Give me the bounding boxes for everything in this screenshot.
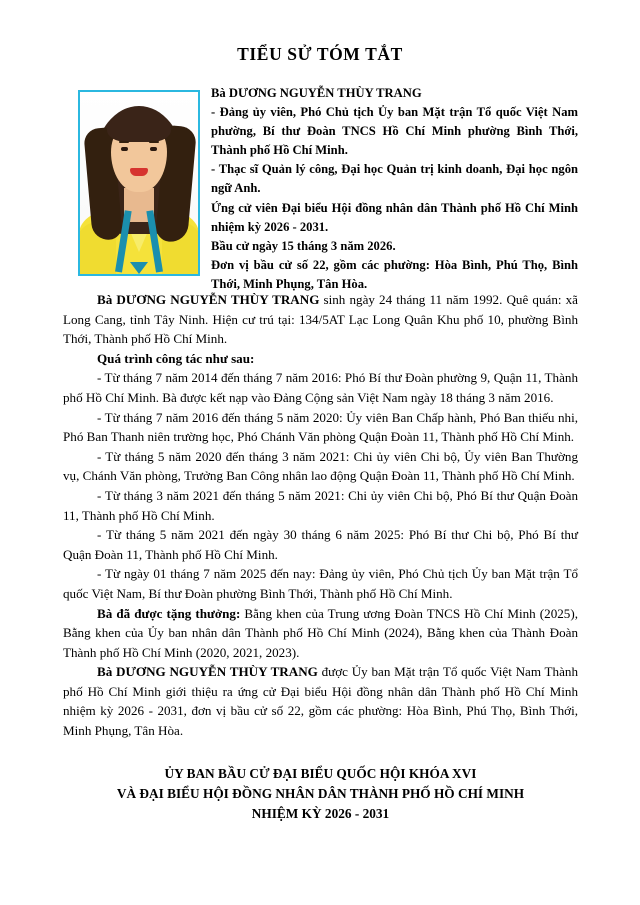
biography-body — [63, 290, 578, 741]
candidate-summary — [211, 84, 578, 294]
authority-line-2: VÀ ĐẠI BIỂU HỘI ĐỒNG NHÂN DÂN THÀNH PHỐ HỒ CHÍ MINH — [116, 786, 525, 801]
biography-name-inline: Bà DƯƠNG NGUYỄN THÙY TRANG — [97, 292, 320, 307]
career-item: - Từ tháng 7 năm 2014 đến tháng 7 năm 2016: Phó Bí thư Đoàn phường 9, Quận 11, Thành phố Hồ Chí Minh. Bà được kết nạp vào Đảng Cộng sản Việt Nam ngày 18 tháng 3 năm 2016. — [63, 370, 578, 405]
photo-eyebrow-right — [149, 141, 159, 143]
career-item: - Từ tháng 5 năm 2021 đến ngày 30 tháng 6 năm 2025: Phó Bí thư Chi bộ, Phó Bí thư Quận Đoàn 11, Thành phố Hồ Chí Minh. — [63, 527, 578, 562]
page-title: TIỂU SỬ TÓM TẮT — [237, 44, 403, 64]
candidate-name: Bà DƯƠNG NGUYỄN THÙY TRANG — [211, 86, 422, 100]
photo-mouth — [130, 168, 148, 176]
career-heading — [63, 349, 578, 369]
awards-text: Bằng khen của Trung ương Đoàn TNCS Hồ Chí Minh (2025), Bằng khen của Ủy ban nhân dân Thành phố Hồ Chí Minh (2024), Bằng khen của Thành Đoàn Thành phố Hồ Chí Minh (2020, 2021, 2023). — [63, 605, 578, 660]
candidate-education: - Thạc sĩ Quản lý công, Đại học Quản trị kinh doanh, Đại học ngôn ngữ Anh. — [211, 162, 578, 196]
awards-label: Bà đã được tặng thưởng: — [97, 605, 241, 621]
constituency: Đơn vị bầu cử số 22, gồm các phường: Hòa Bình, Phú Thọ, Bình Thới, Minh Phụng, Tân Hòa. — [211, 257, 578, 291]
photo-image — [80, 92, 198, 274]
nomination-text: được Ủy ban Mặt trận Tổ quốc Việt Nam Thành phố Hồ Chí Minh giới thiệu ra ứng cử Đại biểu Hội đồng nhân dân Thành phố Hồ Chí Minh nhiệm kỳ 2026 - 2031, đơn vị bầu cử số 22, gồm các phường: Hòa Bình, Phú Thọ, Bình Thới, Minh Phụng, Tân Hòa. — [63, 664, 578, 739]
photo-eyebrow-left — [119, 141, 129, 143]
career-heading-label: Quá trình công tác như sau: — [97, 350, 255, 366]
photo-fringe — [107, 112, 171, 142]
career-item: - Từ tháng 7 năm 2016 đến tháng 5 năm 2020: Ủy viên Ban Chấp hành, Phó Ban thiếu nhi, Phó Ban Thanh niên trường học, Phó Chánh Văn phòng Quận Đoàn 11, Thành phố Hồ Chí Minh. — [63, 409, 578, 445]
career-item: - Từ tháng 5 năm 2020 đến tháng 3 năm 2021: Chi ủy viên Chi bộ, Ủy viên Ban Thường vụ, Chánh Văn phòng, Trưởng Ban Công nhân lao động Quận Đoàn 11, Thành phố Hồ Chí Minh. — [63, 448, 578, 484]
photo-eye-right — [150, 147, 157, 151]
candidate-position: - Đảng ủy viên, Phó Chủ tịch Ủy ban Mặt trận Tổ quốc Việt Nam phường, Bí thư Đoàn TNCS Hồ Chí Minh phường Bình Thới, Thành phố Hồ Chí Minh. — [211, 105, 578, 158]
candidate-office-sought: Ứng cử viên Đại biểu Hội đồng nhân dân Thành phố Hồ Chí Minh nhiệm kỳ 2026 - 2031. — [211, 200, 578, 234]
career-item: - Từ ngày 01 tháng 7 năm 2025 đến nay: Đảng ủy viên, Phó Chủ tịch Ủy ban Mặt trận Tổ quốc Việt Nam, Bí thư Đoàn phường Bình Thới, Thành phố Hồ Chí Minh. — [63, 566, 578, 601]
paragraph-birth-residence — [63, 290, 578, 349]
nomination-name-inline: Bà DƯƠNG NGUYỄN THÙY TRANG — [97, 664, 318, 680]
candidate-photo — [78, 90, 200, 276]
header-section — [63, 84, 578, 291]
paragraph-awards — [63, 604, 578, 663]
election-date: Bầu cử ngày 15 tháng 3 năm 2026. — [211, 238, 396, 253]
birth-residence-text: sinh ngày 24 tháng 11 năm 1992. Quê quán: xã Long Cang, tỉnh Tây Ninh. Hiện cư trú tại: 134/5AT Lạc Long Quân Khu phố 10, phường Bình Thới, Thành phố Hồ Chí Minh. — [63, 292, 578, 347]
photo-eye-left — [121, 147, 128, 151]
paragraph-nomination — [63, 662, 578, 740]
authority-line-3: NHIỆM KỲ 2026 - 2031 — [251, 806, 390, 821]
career-item: - Từ tháng 3 năm 2021 đến tháng 5 năm 2021: Chi ủy viên Chi bộ, Phó Bí thư Quận Đoàn 11, Thành phố Hồ Chí Minh. — [63, 487, 578, 523]
issuing-authority — [63, 764, 578, 824]
authority-line-1: ỦY BAN BẦU CỬ ĐẠI BIỂU QUỐC HỘI KHÓA XVI — [164, 766, 477, 781]
